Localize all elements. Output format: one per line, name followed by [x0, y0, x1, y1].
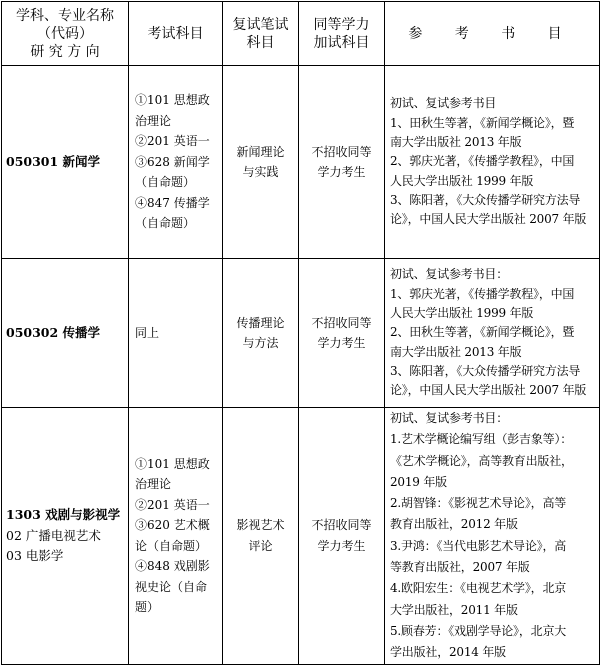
books-cell: 初试、复试参考书目： 1、郭庆光著，《传播学教程》，中国 人民大学出版社 1999 年版 2、田秋生等著，《新闻学概论》，暨 南大学出版社 2013 年版 3、陈阳著，《大众传播学研究方法导 论》，中国人民大学出版社 2007 年版	[385, 259, 600, 408]
header-fushi: 复试笔试 科目	[223, 2, 299, 66]
admission-table	[1, 1, 600, 665]
fushi-cell: 新闻理论 与实践	[223, 66, 299, 259]
exam-cell: ①101 思想政 治理论 ②201 英语一 ③628 新闻学 （自命题） ④847 传播学 （自命题）	[129, 66, 223, 259]
exam-cell: ①101 思想政 治理论 ②201 英语一 ③620 艺术概 论（自命题） ④848 戏剧影 视史论（自命 题）	[129, 408, 223, 665]
tongdeng-cell: 不招收同等 学力考生	[299, 259, 385, 408]
header-exam: 考试科目	[129, 2, 223, 66]
header-row	[2, 2, 600, 66]
exam-cell: 同上	[129, 259, 223, 408]
header-subject-line: （代码）	[37, 25, 93, 42]
table-row	[2, 66, 600, 259]
subject-cell: 1303 戏剧与影视学 02 广播电视艺术 03 电影学	[2, 408, 129, 665]
table-row	[2, 408, 600, 665]
table-row	[2, 259, 600, 408]
books-cell: 初试、复试参考书目： 1.艺术学概论编写组（彭吉象等）： 《艺术学概论》，高等教育出版社， 2019 年版 2.胡智锋：《影视艺术导论》，高等 教育出版社，2012 年版 3.尹鸿：《当代电影艺术导论》，高 等教育出版社，2007 年版 4.欧阳宏生：《电视艺术学》，北京 大学出版社，2011 年版 5.顾春芳：《戏剧学导论》，北京大 学出版社，2014 年版	[385, 408, 600, 665]
header-subject-line: 研 究 方 向	[30, 43, 100, 60]
books-cell: 初试、复试参考书目 1、田秋生等著，《新闻学概论》，暨 南大学出版社 2013 年版 2、郭庆光著，《传播学教程》，中国 人民大学出版社 1999 年版 3、陈阳著，《大众传播学研究方法导 论》，中国人民大学出版社 2007 年版	[385, 66, 600, 259]
fushi-cell: 影视艺术 评论	[223, 408, 299, 665]
fushi-cell: 传播理论 与方法	[223, 259, 299, 408]
tongdeng-cell: 不招收同等 学力考生	[299, 66, 385, 259]
header-subject-line: 学科、专业名称	[16, 7, 114, 24]
tongdeng-cell: 不招收同等 学力考生	[299, 408, 385, 665]
subject-cell: 050302 传播学	[2, 259, 129, 408]
header-subject	[2, 2, 129, 66]
header-tongdeng: 同等学力 加试科目	[299, 2, 385, 66]
subject-cell: 050301 新闻学	[2, 66, 129, 259]
header-books: 参 考 书 目	[385, 2, 600, 66]
